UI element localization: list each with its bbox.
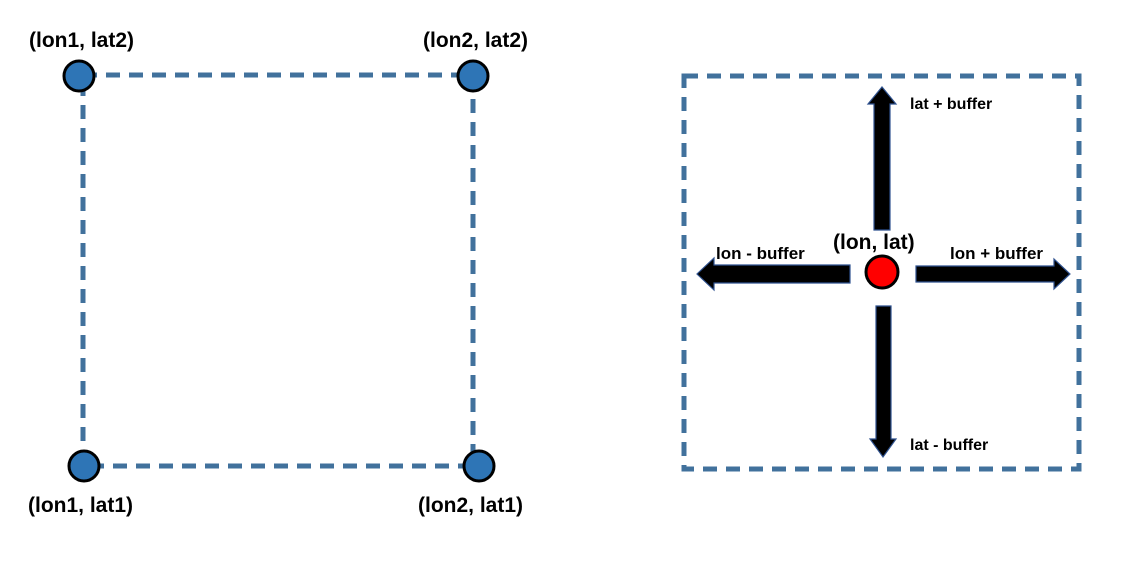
corner-point-bottom-left — [69, 451, 99, 481]
arrow-right-label: lon + buffer — [950, 244, 1044, 263]
corner-point-top-left — [64, 61, 94, 91]
center-point — [866, 256, 898, 288]
corner-point-bottom-right — [464, 451, 494, 481]
corner-point-top-right — [458, 61, 488, 91]
arrow-left-label: lon - buffer — [716, 244, 805, 263]
arrow-down-label: lat - buffer — [910, 437, 989, 454]
arrow-up-label: lat + buffer — [910, 96, 993, 113]
corner-label-top-left: (lon1, lat2) — [29, 29, 135, 52]
arrow-right-icon — [916, 259, 1070, 289]
arrow-down-icon — [870, 306, 896, 457]
corner-label-bottom-left: (lon1, lat1) — [28, 494, 134, 517]
corner-bounding-box-panel — [28, 29, 528, 517]
corner-label-bottom-right: (lon2, lat1) — [418, 494, 524, 517]
corner-bounding-box — [83, 75, 473, 466]
center-label: (lon, lat) — [833, 231, 915, 254]
arrow-up-icon — [868, 87, 896, 230]
buffer-box-panel — [684, 76, 1079, 469]
corner-label-top-right: (lon2, lat2) — [423, 29, 529, 52]
